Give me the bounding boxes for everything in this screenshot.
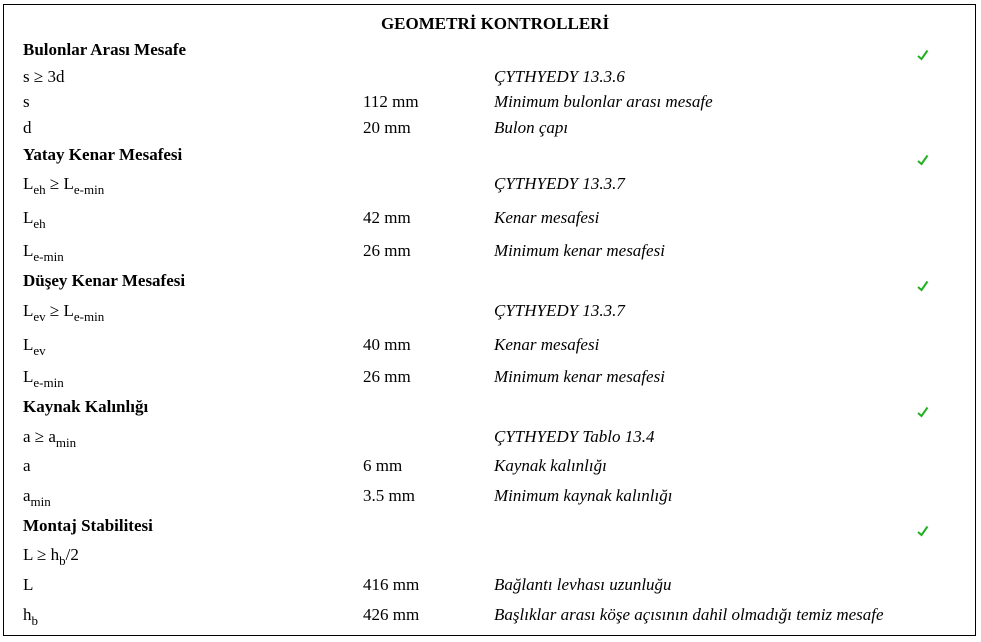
parameter-description: Minimum kenar mesafesi	[494, 367, 665, 386]
parameter-description: Minimum kenar mesafesi	[494, 241, 665, 260]
section-header	[0, 271, 981, 297]
code-reference: ÇYTHYEDY 13.3.6	[494, 67, 625, 86]
report-title: GEOMETRİ KONTROLLERİ	[380, 14, 610, 33]
parameter-symbol	[23, 241, 64, 264]
symbol-subscript: eh	[33, 182, 46, 197]
parameter-description: Kenar mesafesi	[494, 335, 600, 354]
check-icon	[917, 151, 929, 163]
parameter-value: 26 mm	[363, 241, 411, 260]
condition-formula	[23, 427, 77, 450]
table-row	[0, 605, 981, 631]
section-title: Kaynak Kalınlığı	[23, 397, 149, 416]
section-header	[0, 145, 981, 171]
table-row	[0, 208, 981, 234]
section-header	[0, 397, 981, 423]
section-title: Montaj Stabilitesi	[23, 516, 153, 535]
symbol-base: L	[23, 575, 34, 594]
check-icon	[917, 522, 929, 534]
symbol-base: d	[23, 118, 32, 137]
condition-formula	[23, 301, 105, 324]
table-row	[0, 335, 981, 361]
symbol-subscript: min	[55, 435, 77, 450]
condition-row	[0, 67, 981, 93]
condition-formula	[23, 545, 79, 568]
parameter-value: 40 mm	[363, 335, 411, 354]
parameter-value: 112 mm	[363, 92, 419, 111]
symbol-base: L	[23, 301, 34, 320]
table-row	[0, 118, 981, 144]
parameter-symbol	[23, 605, 38, 628]
parameter-description: Minimum bulonlar arası mesafe	[494, 92, 713, 111]
parameter-value: 20 mm	[363, 118, 411, 137]
table-row	[0, 456, 981, 482]
condition-row	[0, 174, 981, 200]
symbol-subscript: e-min	[73, 182, 105, 197]
symbol-base: a	[23, 486, 31, 505]
condition-row	[0, 545, 981, 571]
condition-formula	[23, 67, 64, 87]
symbol-base: s ≥ 3d	[23, 67, 65, 86]
symbol-subscript: e-min	[33, 375, 64, 390]
parameter-value: 6 mm	[363, 456, 403, 475]
parameter-value: 416 mm	[363, 575, 420, 594]
parameter-symbol	[23, 335, 46, 358]
symbol-subscript: b	[31, 613, 38, 628]
symbol-subscript: ev	[33, 309, 46, 324]
symbol-base: L	[23, 241, 34, 260]
code-reference: ÇYTHYEDY 13.3.7	[494, 301, 625, 320]
table-row	[0, 486, 981, 512]
parameter-symbol	[23, 208, 46, 231]
symbol-base: L	[23, 335, 34, 354]
parameter-description: Kaynak kalınlığı	[494, 456, 607, 475]
symbol-tail: ≥ L	[45, 301, 74, 320]
parameter-symbol	[23, 575, 33, 595]
parameter-symbol	[23, 456, 31, 476]
condition-formula	[23, 174, 105, 197]
symbol-base: L ≥ h	[23, 545, 60, 564]
parameter-description: Minimum kaynak kalınlığı	[494, 486, 673, 505]
table-row	[0, 575, 981, 601]
symbol-base: a	[23, 456, 31, 475]
section-header	[0, 516, 981, 542]
symbol-subscript: e-min	[73, 309, 105, 324]
section-header	[0, 40, 981, 66]
symbol-subscript: b	[59, 553, 66, 568]
symbol-subscript: e-min	[33, 249, 64, 264]
code-reference: ÇYTHYEDY 13.3.7	[494, 174, 625, 193]
symbol-subscript: min	[30, 494, 51, 509]
parameter-value: 26 mm	[363, 367, 411, 386]
symbol-tail: ≥ L	[45, 174, 74, 193]
symbol-base: L	[23, 367, 34, 386]
parameter-description: Başlıklar arası köşe açısının dahil olmadığı temiz mesafe	[494, 605, 884, 624]
symbol-base: s	[23, 92, 30, 111]
symbol-tail: /2	[65, 545, 79, 564]
symbol-base: a ≥ a	[23, 427, 56, 446]
symbol-base: L	[23, 174, 34, 193]
code-reference: ÇYTHYEDY Tablo 13.4	[494, 427, 655, 446]
parameter-description: Bağlantı levhası uzunluğu	[494, 575, 672, 594]
parameter-description: Bulon çapı	[494, 118, 569, 137]
parameter-symbol	[23, 118, 32, 138]
parameter-symbol	[23, 92, 30, 112]
parameter-symbol	[23, 486, 51, 509]
section-title: Bulonlar Arası Mesafe	[23, 40, 187, 59]
parameter-value: 3.5 mm	[363, 486, 415, 505]
check-icon	[917, 277, 929, 289]
section-title: Yatay Kenar Mesafesi	[23, 145, 183, 164]
condition-row	[0, 301, 981, 327]
condition-row	[0, 427, 981, 453]
table-row	[0, 92, 981, 118]
parameter-value: 426 mm	[363, 605, 420, 624]
symbol-base: h	[23, 605, 32, 624]
check-icon	[917, 46, 929, 58]
table-row	[0, 241, 981, 267]
symbol-base: L	[23, 208, 34, 227]
parameter-value: 42 mm	[363, 208, 411, 227]
parameter-symbol	[23, 367, 64, 390]
symbol-subscript: eh	[33, 216, 46, 231]
symbol-subscript: ev	[33, 343, 46, 358]
check-icon	[917, 403, 929, 415]
parameter-description: Kenar mesafesi	[494, 208, 600, 227]
table-row	[0, 367, 981, 393]
section-title: Düşey Kenar Mesafesi	[23, 271, 186, 290]
